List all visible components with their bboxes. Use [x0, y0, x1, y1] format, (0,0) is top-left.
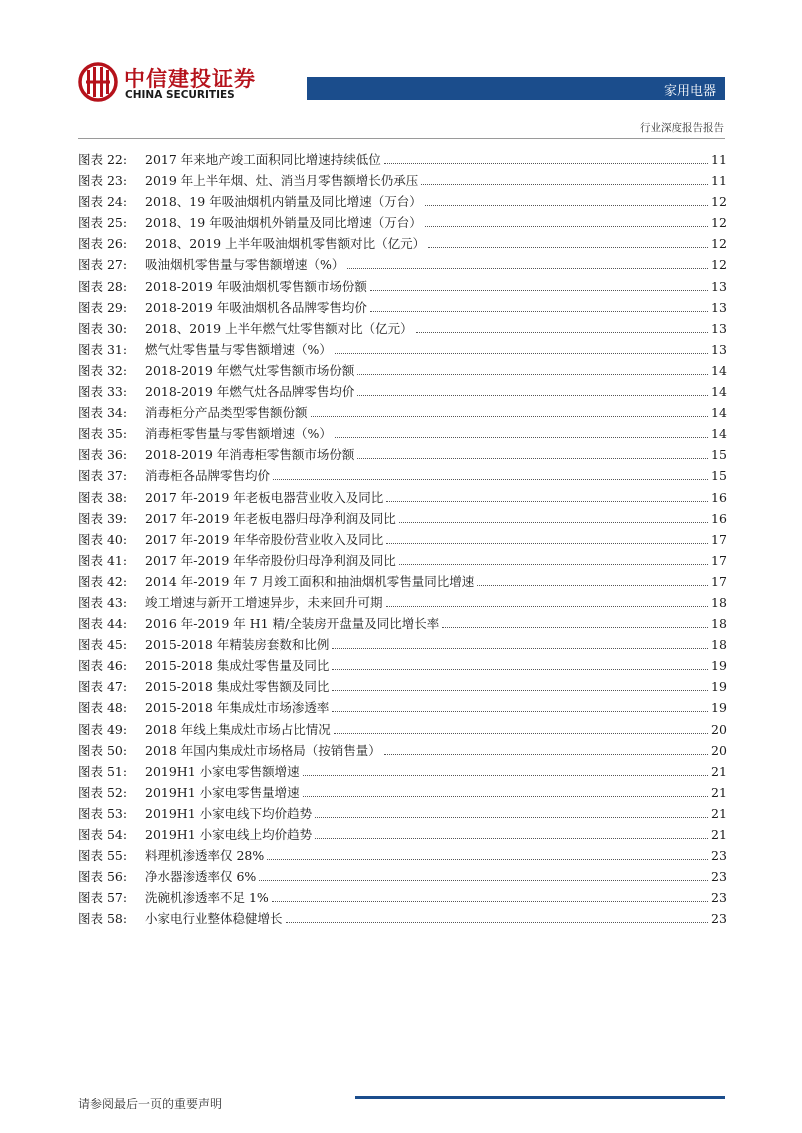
toc-entry-page: 16 [711, 489, 727, 505]
toc-entry-title: 2017 年来地产竣工面积同比增速持续低位 [145, 152, 381, 167]
footer-bar [355, 1096, 725, 1099]
toc-entry-title: 吸油烟机零售量与零售额增速（%） [145, 257, 345, 273]
toc-entry-label: 图表 38: [78, 489, 128, 505]
toc-entry-label: 图表 30: [78, 320, 128, 336]
toc-entry-label: 图表 49: [78, 721, 128, 737]
toc-entry-label: 图表 54: [78, 827, 128, 842]
toc-leader-dots [425, 205, 708, 206]
toc-entry[interactable] [78, 824, 725, 845]
toc-entry[interactable] [78, 149, 725, 170]
toc-entry-title: 2018、2019 上半年吸油烟机零售额对比（亿元） [145, 236, 426, 252]
toc-entry[interactable] [78, 381, 725, 402]
toc-entry[interactable] [78, 233, 725, 254]
toc-entry-title: 2015-2018 年集成灶市场渗透率 [145, 700, 330, 716]
header-divider [78, 138, 725, 139]
toc-entry-label: 图表 24: [78, 194, 128, 210]
toc-leader-dots [286, 922, 708, 923]
toc-leader-dots [259, 880, 708, 881]
toc-entry-label: 图表 57: [78, 890, 128, 906]
toc-entry-label: 图表 45: [78, 637, 128, 653]
toc-entry[interactable] [78, 212, 725, 233]
toc-leader-dots [370, 311, 708, 312]
toc-entry-title: 净水器渗透率仅 6% [145, 869, 257, 885]
toc-entry-page: 12 [711, 236, 727, 252]
toc-entry[interactable] [78, 655, 725, 676]
toc-entry-page: 14 [711, 384, 727, 400]
toc-entry[interactable] [78, 191, 725, 212]
toc-entry[interactable] [78, 423, 725, 444]
toc-entry-page: 15 [711, 447, 727, 463]
toc-entry[interactable] [78, 529, 725, 550]
toc-entry-label: 图表 39: [78, 510, 128, 526]
toc-entry[interactable] [78, 719, 725, 740]
toc-leader-dots [272, 901, 708, 902]
toc-entry-page: 19 [711, 700, 727, 716]
toc-entry-page: 18 [711, 616, 727, 632]
toc-entry-page: 23 [711, 890, 727, 906]
toc-leader-dots [303, 775, 708, 776]
toc-entry-title: 2017 年-2019 年老板电器归母净利润及同比 [145, 510, 396, 526]
toc-entry-page: 16 [711, 510, 727, 526]
toc-leader-dots [332, 648, 708, 649]
toc-entry-page: 11 [711, 152, 727, 167]
toc-entry-label: 图表 26: [78, 236, 128, 252]
toc-entry-page: 19 [711, 658, 727, 674]
toc-entry-page: 17 [711, 552, 727, 568]
toc-entry-label: 图表 36: [78, 447, 128, 463]
toc-entry-page: 23 [711, 848, 727, 864]
toc-leader-dots [334, 733, 708, 734]
toc-entry-title: 消毒柜零售量与零售额增速（%） [145, 426, 332, 442]
toc-entry[interactable] [78, 761, 725, 782]
toc-entry-title: 2018-2019 年吸油烟机零售额市场份额 [145, 278, 367, 294]
toc-entry-label: 图表 51: [78, 763, 128, 779]
toc-entry-title: 料理机渗透率仅 28% [145, 848, 265, 864]
toc-entry-label: 图表 25: [78, 215, 128, 231]
toc-entry-title: 2018-2019 年吸油烟机各品牌零售均价 [145, 299, 367, 315]
toc-leader-dots [370, 290, 708, 291]
toc-entry-page: 21 [711, 827, 727, 842]
toc-entry[interactable] [78, 866, 725, 887]
toc-entry-title: 燃气灶零售量与零售额增速（%） [145, 341, 332, 357]
toc-leader-dots [315, 817, 708, 818]
company-logo [78, 62, 288, 104]
toc-entry-page: 23 [711, 869, 727, 885]
toc-leader-dots [357, 458, 708, 459]
toc-entry-title: 消毒柜分产品类型零售额份额 [145, 405, 308, 421]
toc-entry-page: 21 [711, 784, 727, 800]
toc-entry-page: 11 [711, 173, 727, 189]
toc-entry-label: 图表 23: [78, 173, 128, 189]
toc-entry-title: 2019 年上半年烟、灶、消当月零售额增长仍承压 [145, 173, 419, 189]
toc-entry-page: 20 [711, 721, 727, 737]
toc-leader-dots [332, 711, 708, 712]
toc-leader-dots [416, 332, 708, 333]
toc-entry[interactable] [78, 845, 725, 866]
toc-entry-title: 2017 年-2019 年老板电器营业收入及同比 [145, 489, 384, 505]
toc-entry-page: 14 [711, 362, 727, 378]
header-bar [307, 77, 725, 100]
toc-entry[interactable] [78, 339, 725, 360]
toc-leader-dots [303, 796, 708, 797]
toc-entry-title: 2018、19 年吸油烟机内销量及同比增速（万台） [145, 194, 422, 210]
toc-entry-title: 2018-2019 年燃气灶各品牌零售均价 [145, 384, 355, 400]
toc-entry-label: 图表 50: [78, 742, 128, 758]
toc-entry-page: 18 [711, 637, 727, 653]
toc-entry[interactable] [78, 318, 725, 339]
toc-leader-dots [442, 627, 708, 628]
report-type: 行业深度报告报告 [640, 122, 724, 134]
toc-entry-label: 图表 29: [78, 299, 128, 315]
toc-entry-title: 消毒柜各品牌零售均价 [145, 468, 271, 484]
toc-entry-page: 15 [711, 468, 727, 484]
toc-entry[interactable] [78, 887, 725, 908]
toc-entry-page: 21 [711, 763, 727, 779]
toc-entry-title: 2018 年国内集成灶市场格局（按销售量） [145, 742, 381, 758]
toc-leader-dots [315, 838, 708, 839]
toc-entry-label: 图表 27: [78, 257, 128, 273]
toc-entry-page: 13 [711, 299, 727, 315]
toc-entry[interactable] [78, 276, 725, 297]
logo-english-name: CHINA SECURITIES [125, 89, 235, 101]
toc-entry-label: 图表 52: [78, 784, 128, 800]
toc-entry-label: 图表 32: [78, 362, 128, 378]
toc-entry-page: 20 [711, 742, 727, 758]
toc-leader-dots [421, 184, 708, 185]
toc-entry-page: 21 [711, 805, 727, 821]
toc-entry-title: 2018-2019 年消毒柜零售额市场份额 [145, 447, 355, 463]
toc-entry-page: 13 [711, 341, 727, 357]
toc-leader-dots [357, 374, 708, 375]
toc-leader-dots [335, 437, 708, 438]
toc-entry-page: 14 [711, 426, 727, 442]
toc-leader-dots [428, 247, 708, 248]
toc-entry[interactable] [78, 402, 725, 423]
toc-entry[interactable] [78, 170, 725, 191]
toc-entry-label: 图表 56: [78, 869, 128, 885]
toc-leader-dots [332, 690, 708, 691]
toc-leader-dots [384, 163, 708, 164]
toc-entry-label: 图表 55: [78, 848, 128, 864]
toc-entry-title: 2015-2018 集成灶零售量及同比 [145, 658, 330, 674]
toc-entry-page: 13 [711, 278, 727, 294]
toc-entry-title: 2016 年-2019 年 H1 精/全装房开盘量及同比增长率 [145, 616, 440, 632]
toc-entry-label: 图表 53: [78, 805, 128, 821]
toc-entry-page: 17 [711, 573, 727, 589]
toc-entry-label: 图表 40: [78, 531, 128, 547]
toc-entry-label: 图表 35: [78, 426, 128, 442]
toc-entry-page: 12 [711, 215, 727, 231]
toc-leader-dots [386, 543, 708, 544]
toc-entry[interactable] [78, 444, 725, 465]
toc-leader-dots [357, 395, 708, 396]
toc-entry[interactable] [78, 803, 725, 824]
toc-entry-page: 18 [711, 594, 727, 610]
toc-entry-label: 图表 34: [78, 405, 128, 421]
toc-entry-label: 图表 37: [78, 468, 128, 484]
toc-entry-label: 图表 58: [78, 911, 128, 927]
toc-entry[interactable] [78, 592, 725, 613]
toc-entry[interactable] [78, 697, 725, 718]
toc-entry-page: 12 [711, 194, 727, 210]
toc-leader-dots [399, 522, 708, 523]
toc-leader-dots [386, 501, 708, 502]
toc-entry-title: 2019H1 小家电零售量增速 [145, 784, 300, 800]
toc-entry[interactable] [78, 613, 725, 634]
toc-entry-title: 2018、2019 上半年燃气灶零售额对比（亿元） [145, 320, 413, 336]
toc-entry-title: 2014 年-2019 年 7 月竣工面积和抽油烟机零售量同比增速 [145, 573, 475, 589]
toc-entry-page: 23 [711, 911, 727, 927]
toc-entry-label: 图表 48: [78, 700, 128, 716]
toc-entry-label: 图表 33: [78, 384, 128, 400]
toc-leader-dots [386, 606, 708, 607]
footer-disclaimer [78, 1098, 222, 1109]
toc-entry[interactable] [78, 465, 725, 486]
toc-entry-page: 13 [711, 320, 727, 336]
toc-entry-title: 2015-2018 年精装房套数和比例 [145, 637, 330, 653]
toc-entry[interactable] [78, 297, 725, 318]
toc-entry[interactable] [78, 254, 725, 275]
toc-entry-page: 12 [711, 257, 727, 273]
toc-entry-page: 19 [711, 679, 727, 695]
toc-entry-title: 洗碗机渗透率不足 1% [145, 890, 269, 906]
toc-entry-title: 2019H1 小家电线下均价趋势 [145, 805, 313, 821]
toc-entry[interactable] [78, 550, 725, 571]
toc-entry-title: 小家电行业整体稳健增长 [145, 911, 283, 927]
toc-entry-label: 图表 46: [78, 658, 128, 674]
toc-entry-title: 2018-2019 年燃气灶零售额市场份额 [145, 362, 355, 378]
toc-leader-dots [384, 754, 708, 755]
toc-entry-title: 2015-2018 集成灶零售额及同比 [145, 679, 330, 695]
toc-leader-dots [477, 585, 708, 586]
footer-disclaimer-text: 请参阅最后一页的重要声明 [78, 1098, 223, 1109]
toc-leader-dots [425, 226, 708, 227]
toc-entry[interactable] [78, 908, 725, 929]
figure-list [78, 149, 725, 929]
toc-entry-label: 图表 43: [78, 594, 128, 610]
toc-leader-dots [399, 564, 708, 565]
industry-category: 家用电器 [663, 84, 716, 99]
toc-entry-label: 图表 28: [78, 278, 128, 294]
toc-entry[interactable] [78, 571, 725, 592]
toc-entry-title: 2017 年-2019 年华帝股份营业收入及同比 [145, 531, 384, 547]
toc-entry-title: 2018、19 年吸油烟机外销量及同比增速（万台） [145, 215, 422, 231]
toc-entry-page: 14 [711, 405, 727, 421]
toc-leader-dots [335, 353, 708, 354]
toc-entry[interactable] [78, 740, 725, 761]
toc-entry-title: 2018 年线上集成灶市场占比情况 [145, 721, 331, 737]
toc-entry-title: 2019H1 小家电线上均价趋势 [145, 827, 313, 842]
toc-entry-label: 图表 42: [78, 573, 128, 589]
toc-entry-label: 图表 44: [78, 616, 128, 632]
toc-leader-dots [332, 669, 708, 670]
toc-entry[interactable] [78, 360, 725, 381]
toc-entry-title: 2017 年-2019 年华帝股份归母净利润及同比 [145, 552, 396, 568]
toc-entry[interactable] [78, 676, 725, 697]
toc-entry-page: 17 [711, 531, 727, 547]
toc-entry-title: 竣工增速与新开工增速异步，未来回升可期 [145, 594, 383, 610]
toc-entry-label: 图表 31: [78, 341, 128, 357]
toc-leader-dots [273, 479, 708, 480]
toc-entry[interactable] [78, 487, 725, 508]
toc-entry-label: 图表 22: [78, 152, 128, 167]
toc-leader-dots [267, 859, 708, 860]
toc-entry-label: 图表 41: [78, 552, 128, 568]
toc-leader-dots [311, 416, 708, 417]
toc-entry-title: 2019H1 小家电零售额增速 [145, 763, 300, 779]
toc-entry[interactable] [78, 634, 725, 655]
toc-leader-dots [347, 268, 708, 269]
toc-entry-label: 图表 47: [78, 679, 128, 695]
logo-chinese-name: 中信建投证券 [124, 67, 256, 91]
toc-entry[interactable] [78, 508, 725, 529]
toc-entry[interactable] [78, 782, 725, 803]
citic-logo-icon [78, 62, 118, 102]
